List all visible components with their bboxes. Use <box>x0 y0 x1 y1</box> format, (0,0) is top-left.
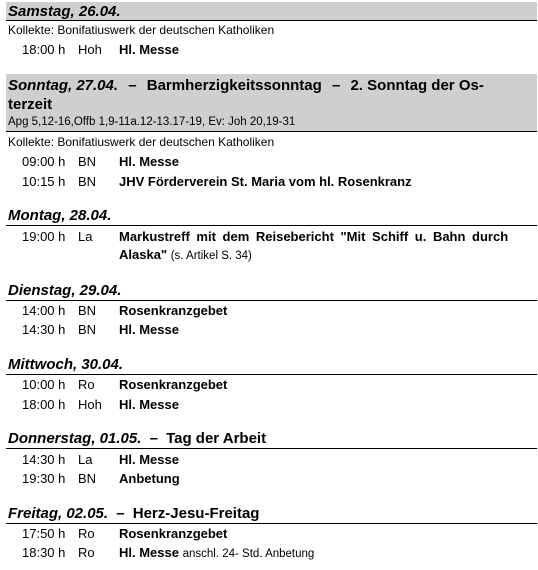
entry-place: BN <box>78 471 97 486</box>
schedule-entry <box>22 397 537 413</box>
dash: – <box>149 430 158 447</box>
entry-event-line2: Alaska" <box>119 247 168 262</box>
schedule-entry <box>22 471 537 487</box>
entry-event: Hl. Messe <box>119 545 179 560</box>
schedule-entry <box>22 322 537 338</box>
entry-time: 18:00 h <box>22 397 66 412</box>
entry-event: Markustreff mit dem Reisebericht "Mit Schiff u. Bahn durch <box>119 229 509 244</box>
entry-note: anschl. 24- Std. Anbetung <box>182 548 315 560</box>
entry-place: BN <box>78 154 97 169</box>
dash: – <box>331 77 341 94</box>
entry-place: Hoh <box>78 397 102 412</box>
collection-note: Kollekte: Bonifatiuswerk der deutschen Katholiken <box>8 135 275 149</box>
entry-event-cont <box>119 247 252 262</box>
day-heading-line <box>8 505 259 522</box>
day-heading: Sonntag, 27.04. <box>8 77 119 94</box>
entry-place: La <box>78 229 93 244</box>
schedule-entry <box>22 526 537 542</box>
schedule-entry <box>22 229 537 265</box>
entry-time: 14:30 h <box>22 452 66 467</box>
schedule-entry <box>22 545 537 561</box>
entry-place: Ro <box>78 377 95 392</box>
entry-time: 14:30 h <box>22 322 66 337</box>
entry-time: 14:00 h <box>22 303 66 318</box>
feast-subtitle-cont: terzeit <box>8 96 53 113</box>
feast-name: Barmherzigkeitssonntag <box>146 77 322 94</box>
entry-time: 10:00 h <box>22 377 66 392</box>
holiday-name: Tag der Arbeit <box>166 430 267 447</box>
schedule-entry <box>22 377 537 393</box>
divider <box>6 131 537 132</box>
day-heading-line2 <box>8 96 52 113</box>
divider <box>6 300 537 301</box>
entry-event: Anbetung <box>119 471 180 486</box>
entry-time: 09:00 h <box>22 154 66 169</box>
day-heading-line1 <box>8 77 535 94</box>
divider <box>6 523 537 524</box>
entry-time: 17:50 h <box>22 526 66 541</box>
entry-event: Hl. Messe <box>119 154 179 169</box>
divider <box>6 225 537 226</box>
divider <box>6 374 537 375</box>
entry-event: JHV Förderverein St. Maria vom hl. Rosenkranz <box>119 174 412 189</box>
entry-time: 18:30 h <box>22 545 66 560</box>
divider <box>6 448 537 449</box>
entry-place: Hoh <box>78 42 102 57</box>
day-heading: Mittwoch, 30.04. <box>8 356 124 373</box>
day-heading: Donnerstag, 01.05. <box>8 430 142 447</box>
entry-event: Hl. Messe <box>119 322 179 337</box>
day-heading: Samstag, 26.04. <box>8 3 121 20</box>
entry-place: Ro <box>78 545 95 560</box>
entry-time: 10:15 h <box>22 174 66 189</box>
entry-event-wrap <box>119 545 314 560</box>
entry-place: La <box>78 452 93 467</box>
schedule-entry <box>22 42 537 58</box>
entry-time: 19:30 h <box>22 471 66 486</box>
divider <box>6 20 537 21</box>
entry-place: BN <box>78 174 97 189</box>
schedule-entry <box>22 303 537 319</box>
entry-event: Rosenkranzgebet <box>119 303 228 318</box>
dash: – <box>116 505 125 522</box>
day-heading: Dienstag, 29.04. <box>8 282 122 299</box>
day-heading-line <box>8 430 266 447</box>
entry-event: Hl. Messe <box>119 42 179 57</box>
day-heading: Montag, 28.04. <box>8 207 112 224</box>
schedule-entry <box>22 174 537 190</box>
entry-place: BN <box>78 303 97 318</box>
readings: Apg 5,12-16,Offb 1,9-11a.12-13.17-19, Ev: Joh 20,19-31 <box>8 116 296 128</box>
feast-subtitle: 2. Sonntag der Os- <box>350 77 484 94</box>
entry-event: Hl. Messe <box>119 452 179 467</box>
entry-time: 19:00 h <box>22 229 66 244</box>
entry-place: Ro <box>78 526 95 541</box>
entry-event: Rosenkranzgebet <box>119 526 228 541</box>
day-heading: Freitag, 02.05. <box>8 505 109 522</box>
entry-event: Hl. Messe <box>119 397 179 412</box>
dash: – <box>128 77 137 94</box>
schedule-entry <box>22 452 537 468</box>
entry-place: BN <box>78 322 97 337</box>
entry-time: 18:00 h <box>22 42 66 57</box>
feast-name: Herz-Jesu-Freitag <box>132 505 260 522</box>
entry-event: Rosenkranzgebet <box>119 377 228 392</box>
collection-note: Kollekte: Bonifatiuswerk der deutschen Katholiken <box>8 23 275 37</box>
entry-note: (s. Artikel S. 34) <box>170 250 252 262</box>
schedule-entry <box>22 154 537 170</box>
